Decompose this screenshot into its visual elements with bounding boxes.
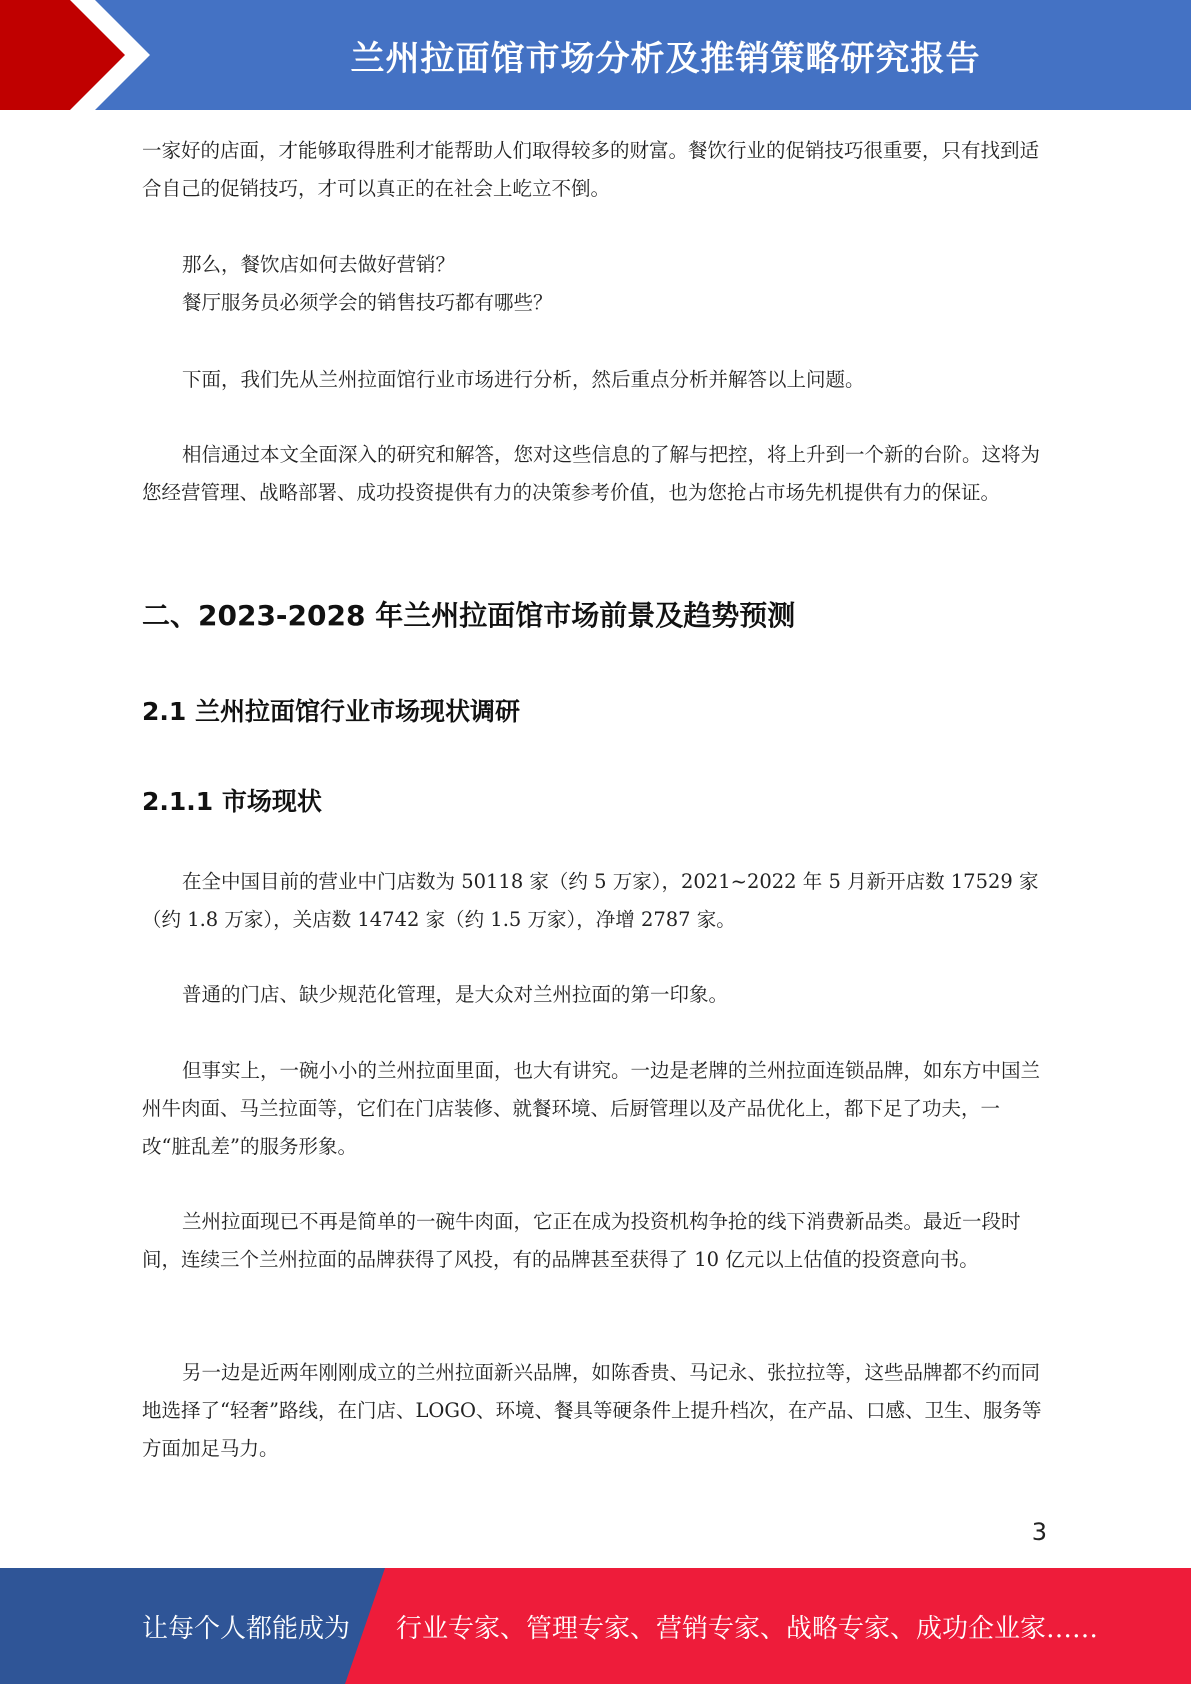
question-1: 那么，餐饮店如何去做好营销？ (182, 253, 456, 276)
page-number: 3 (1031, 1518, 1047, 1546)
page-footer (0, 1568, 1191, 1684)
paragraph-analysis-intro: 下面，我们先从兰州拉面馆行业市场进行分析，然后重点分析并解答以上问题。 (182, 368, 865, 391)
paragraph-intro: 一家好的店面，才能够取得胜利才能帮助人们取得较多的财富。餐饮行业的促销技巧很重要，只有找到适合自己的促销技巧，才可以真正的在社会上屹立不倒。 (142, 139, 1040, 200)
section-heading-2: 二、2023-2028 年兰州拉面馆市场前景及趋势预测 (142, 599, 796, 632)
header-title: 兰州拉面馆市场分析及推销策略研究报告 (350, 38, 981, 79)
page-header (0, 0, 1191, 110)
paragraph-investment: 兰州拉面现已不再是简单的一碗牛肉面，它正在成为投资机构争抢的线下消费新品类。最近一段时间，连续三个兰州拉面的品牌获得了风投，有的品牌甚至获得了 10 亿元以上估值的投资意向书。 (142, 1210, 1021, 1271)
subsection-heading-2-1: 2.1 兰州拉面馆行业市场现状调研 (142, 697, 520, 726)
paragraph-store-count: 在全中国目前的营业中门店数为 50118 家（约 5 万家），2021~2022 年 5 月新开店数 17529 家（约 1.8 万家），关店数 14742 家（约 1.5 万家），净增 2787 家。 (142, 870, 1039, 931)
paragraph-value: 相信通过本文全面深入的研究和解答，您对这些信息的了解与把控，将上升到一个新的台阶。这将为您经营管理、战略部署、成功投资提供有力的决策参考价值，也为您抢占市场先机提供有力的保证。 (142, 443, 1041, 504)
paragraph-old-brands: 但事实上，一碗小小的兰州拉面里面，也大有讲究。一边是老牌的兰州拉面连锁品牌，如东方中国兰州牛肉面、马兰拉面等，它们在门店装修、就餐环境、后厨管理以及产品优化上，都下足了功夫，一改“脏乱差”的服务形象。 (142, 1059, 1041, 1158)
footer-slogan-left: 让每个人都能成为 (142, 1613, 351, 1644)
header-arrow-decoration (0, 0, 150, 110)
question-2: 餐厅服务员必须学会的销售技巧都有哪些？ (182, 291, 553, 314)
footer-slogan-right: 行业专家、管理专家、营销专家、战略专家、成功企业家…… (396, 1613, 1099, 1644)
subsection-heading-2-1-1: 2.1.1 市场现状 (142, 787, 322, 816)
paragraph-new-brands: 另一边是近两年刚刚成立的兰州拉面新兴品牌，如陈香贵、马记永、张拉拉等，这些品牌都不约而同地选择了“轻奢”路线，在门店、LOGO、环境、餐具等硬条件上提升档次，在产品、口感、卫生、服务等方面加足马力。 (142, 1361, 1042, 1460)
paragraph-first-impression: 普通的门店、缺少规范化管理，是大众对兰州拉面的第一印象。 (182, 983, 729, 1006)
